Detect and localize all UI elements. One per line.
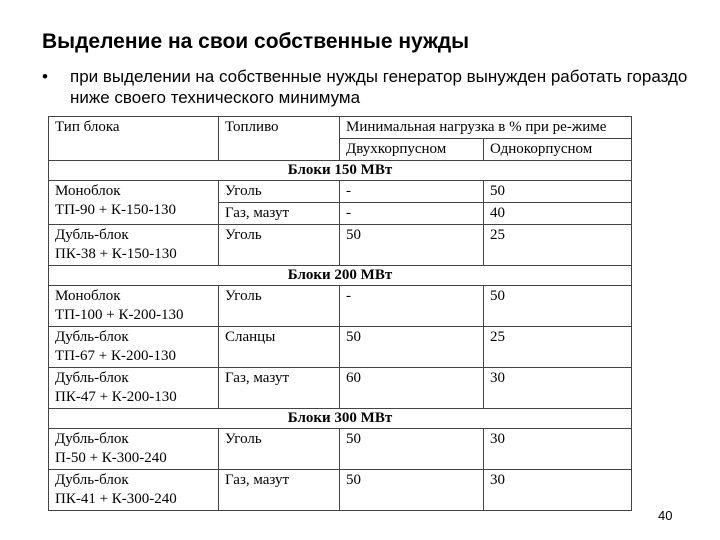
- section-title-300: Блоки 300 МВт: [49, 409, 632, 429]
- fuel-cell: Уголь: [219, 225, 340, 266]
- table-row: [49, 470, 632, 511]
- section-title-150: Блоки 150 МВт: [49, 161, 632, 181]
- fuel-cell: Сланцы: [219, 327, 340, 368]
- fuel-cell: [219, 181, 340, 225]
- block-type-line: ТП-90 + К-150-130: [55, 202, 176, 218]
- bullet-text: при выделении на собственные нужды генератор вынужден работать гораздо ниже своего технического минимума: [70, 67, 688, 107]
- block-type-line: Дубль-блок: [55, 370, 129, 386]
- table-row: [49, 327, 632, 368]
- block-type-line: ТП-67 + К-200-130: [55, 348, 176, 364]
- table-row: [49, 181, 632, 225]
- block-type-cell: [49, 470, 219, 511]
- section-title-200: Блоки 200 МВт: [49, 266, 632, 286]
- double-shell-cell: 50: [340, 429, 484, 470]
- double-shell-value: -: [340, 181, 483, 203]
- single-shell-value: 40: [490, 205, 505, 221]
- page-number: 40: [658, 508, 673, 523]
- header-block-type: Тип блока: [49, 117, 219, 161]
- double-shell-cell: -: [340, 286, 484, 327]
- block-type-line: ПК-47 + К-200-130: [55, 389, 177, 405]
- block-type-cell: [49, 225, 219, 266]
- section-row: [49, 161, 632, 181]
- section-row: [49, 266, 632, 286]
- double-shell-cell: 60: [340, 368, 484, 409]
- table-container: [48, 116, 632, 513]
- single-shell-cell: 30: [484, 470, 632, 511]
- block-type-cell: [49, 327, 219, 368]
- block-type-cell: [49, 429, 219, 470]
- double-shell-value: -: [346, 205, 351, 221]
- single-shell-cell: [484, 181, 632, 225]
- slide-title: Выделение на свои собственные нужды: [42, 30, 470, 53]
- bullet-marker: •: [42, 67, 48, 86]
- fuel-line: Газ, мазут: [225, 205, 290, 221]
- fuel-cell: Уголь: [219, 429, 340, 470]
- header-single-shell: Однокорпусном: [484, 139, 632, 161]
- single-shell-cell: 30: [484, 368, 632, 409]
- block-type-line: ПК-41 + К-300-240: [55, 491, 177, 507]
- header-double-shell: Двухкорпусном: [340, 139, 484, 161]
- table-row: [49, 368, 632, 409]
- block-type-line: П-50 + К-300-240: [55, 450, 167, 466]
- block-type-line: Дубль-блок: [55, 472, 129, 488]
- block-type-line: Дубль-блок: [55, 227, 129, 243]
- section-row: [49, 409, 632, 429]
- block-type-cell: [49, 286, 219, 327]
- min-load-table: [48, 116, 632, 511]
- double-shell-cell: 50: [340, 470, 484, 511]
- block-type-line: ПК-38 + К-150-130: [55, 246, 177, 262]
- header-min-load: Минимальная нагрузка в % при ре-жиме: [340, 117, 632, 139]
- table-row: [49, 429, 632, 470]
- block-type-cell: [49, 181, 219, 225]
- double-shell-cell: [340, 181, 484, 225]
- double-shell-cell: 50: [340, 327, 484, 368]
- block-type-line: Дубль-блок: [55, 431, 129, 447]
- table-header-row: [49, 117, 632, 139]
- header-fuel: Топливо: [219, 117, 340, 161]
- single-shell-cell: 30: [484, 429, 632, 470]
- block-type-line: Моноблок: [55, 288, 121, 304]
- double-shell-cell: 50: [340, 225, 484, 266]
- block-type-line: ТП-100 + К-200-130: [55, 307, 184, 323]
- fuel-cell: Газ, мазут: [219, 470, 340, 511]
- single-shell-cell: 25: [484, 327, 632, 368]
- single-shell-cell: 25: [484, 225, 632, 266]
- table-row: [49, 286, 632, 327]
- single-shell-value: 50: [484, 181, 631, 203]
- fuel-cell: Газ, мазут: [219, 368, 340, 409]
- fuel-line: Уголь: [219, 181, 339, 203]
- block-type-line: Моноблок: [55, 183, 121, 199]
- block-type-line: Дубль-блок: [55, 329, 129, 345]
- single-shell-cell: 50: [484, 286, 632, 327]
- block-type-cell: [49, 368, 219, 409]
- table-row: [49, 225, 632, 266]
- fuel-cell: Уголь: [219, 286, 340, 327]
